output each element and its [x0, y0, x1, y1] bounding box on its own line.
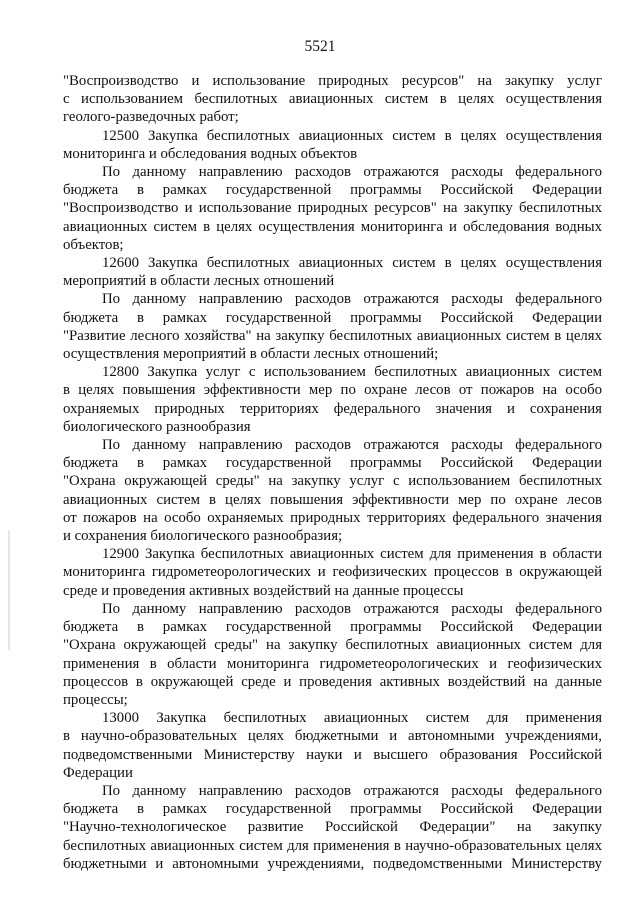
text-line: "Развитие лесного хозяйства" на закупку беспилотных авиационных систем в целях — [63, 327, 602, 344]
text-line: По данному направлению расходов отражаются расходы федерального — [102, 291, 602, 308]
text-line: мероприятий в области лесных отношений — [63, 273, 335, 290]
paragraph — [63, 436, 602, 545]
scan-artifact — [8, 530, 10, 650]
text-line: "Воспроизводство и использование природных ресурсов" на закупку услуг — [63, 73, 602, 89]
text-line: бюджета в рамках государственной программы Российской Федерации — [63, 801, 602, 818]
text-line: осуществления мероприятий в области лесных отношений; — [63, 346, 439, 363]
text-line: "Воспроизводство и использование природных ресурсов" на закупку беспилотных — [63, 200, 602, 217]
text-line: бюджета в рамках государственной программы Российской Федерации — [63, 182, 602, 199]
text-line: объектов; — [63, 236, 124, 253]
text-line: в научно-образовательных целях бюджетными и автономными учреждениями, — [63, 728, 602, 745]
text-line: мониторинга гидрометеорологических и геофизических процессов в окружающей — [63, 564, 602, 581]
text-line: 12500 Закупка беспилотных авиационных систем в целях осуществления — [102, 127, 602, 144]
text-line: подведомственными Министерству науки и высшего образования Российской — [63, 746, 602, 763]
paragraph — [63, 363, 602, 436]
text-line: биологического разнообразия — [63, 418, 251, 435]
text-line: мониторинга и обследования водных объектов — [63, 145, 358, 162]
text-line: "Охрана окружающей среды" на закупку услуг с использованием беспилотных — [63, 473, 602, 490]
text-line: авиационных систем в целях осуществления мониторинга и обследования водных — [63, 218, 602, 235]
text-line: беспилотных авиационных систем для применения в научно-образовательных целях — [63, 837, 602, 854]
document-body — [63, 72, 602, 873]
text-line: По данному направлению расходов отражаются расходы федерального — [102, 164, 602, 181]
page-number: 5521 — [304, 38, 336, 55]
text-line: авиационных систем в целях повышения эффективности мер по охране лесов — [63, 491, 602, 508]
paragraph — [63, 254, 602, 290]
text-line: процессы; — [63, 691, 128, 708]
paragraph — [63, 782, 602, 873]
paragraph — [63, 163, 602, 254]
text-line: процессов в окружающей среде и проведения активных воздействий на данные — [63, 673, 602, 690]
text-line: бюджета в рамках государственной программы Российской Федерации — [63, 309, 602, 326]
text-line: геолого-разведочных работ; — [63, 109, 239, 126]
text-line: с использованием беспилотных авиационных систем в целях осуществления — [63, 91, 602, 108]
text-line: от пожаров на особо охраняемых природных территориях федерального значения — [63, 509, 602, 526]
paragraph — [63, 709, 602, 782]
paragraph — [63, 290, 602, 363]
text-line: "Научно-технологическое развитие Российской Федерации" на закупку — [63, 819, 602, 836]
text-line: 13000 Закупка беспилотных авиационных систем для применения — [102, 710, 602, 727]
text-line: 12600 Закупка беспилотных авиационных систем в целях осуществления — [102, 255, 602, 272]
text-line: бюджетными и автономными учреждениями, подведомственными Министерству — [63, 855, 602, 872]
text-line: и сохранения биологического разнообразия; — [63, 528, 343, 545]
paragraph — [63, 545, 602, 600]
paragraph — [63, 127, 602, 163]
text-line: бюджета в рамках государственной программы Российской Федерации — [63, 455, 602, 472]
text-line: в целях повышения эффективности мер по охране лесов от пожаров на особо — [63, 382, 602, 399]
text-line: 12900 Закупка беспилотных авиационных систем для применения в области — [102, 546, 602, 563]
text-line: По данному направлению расходов отражаются расходы федерального — [102, 600, 602, 617]
text-line: Федерации — [63, 764, 133, 781]
text-line: бюджета в рамках государственной программы Российской Федерации — [63, 619, 602, 636]
text-line: среде и проведения активных воздействий на данные процессы — [63, 582, 464, 599]
text-line: 12800 Закупка услуг с использованием беспилотных авиационных систем — [102, 364, 602, 381]
paragraph — [63, 600, 602, 709]
text-line: "Охрана окружающей среды" на закупку беспилотных авиационных систем для — [63, 637, 602, 654]
paragraph — [63, 72, 602, 127]
text-line: По данному направлению расходов отражаются расходы федерального — [102, 782, 602, 799]
text-line: охраняемых природных территориях федерального значения и сохранения — [63, 400, 602, 417]
text-line: применения в области мониторинга гидрометеорологических и геофизических — [63, 655, 602, 672]
text-line: По данному направлению расходов отражаются расходы федерального — [102, 437, 602, 454]
